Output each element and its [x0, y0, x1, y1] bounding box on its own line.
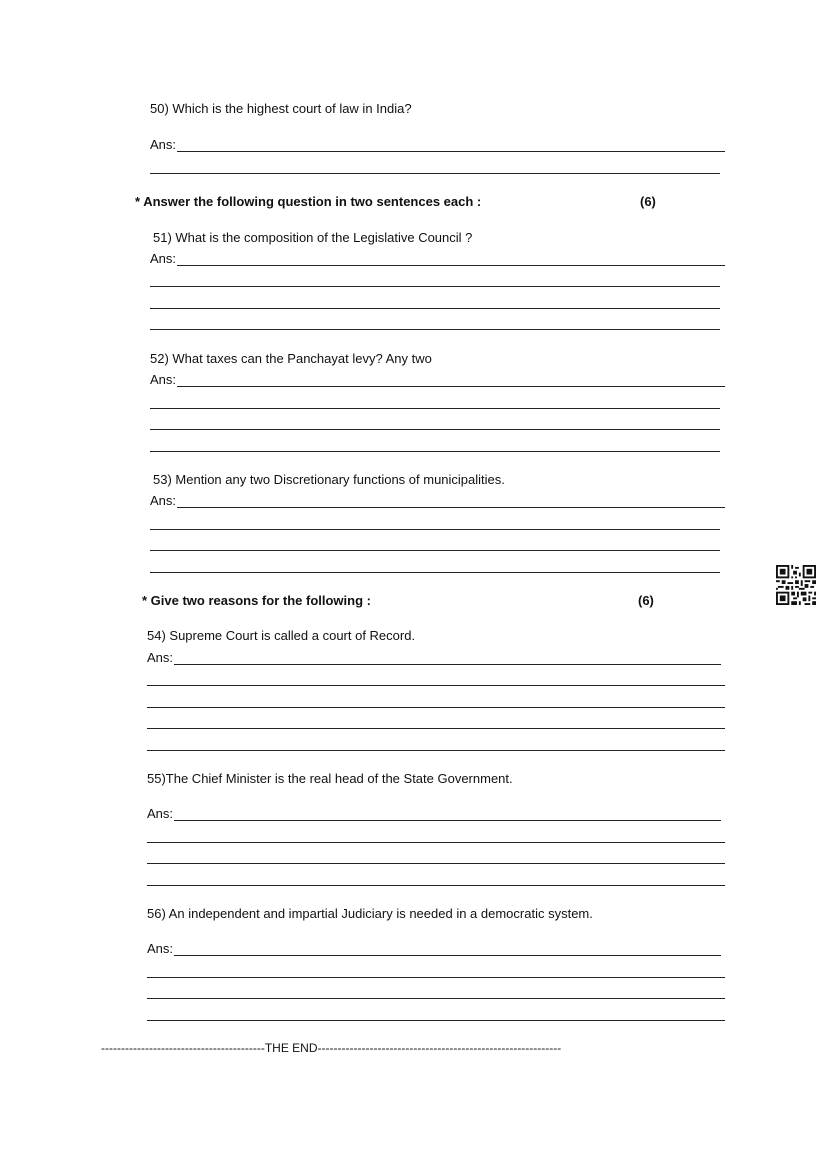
question-54: 54) Supreme Court is called a court of Record. [147, 628, 416, 643]
answer-label-52: Ans: [150, 372, 177, 387]
answer-line [147, 685, 725, 686]
answer-line [150, 529, 720, 530]
answer-line [177, 151, 725, 152]
answer-line [177, 507, 725, 508]
answer-line [150, 429, 720, 430]
answer-label-55: Ans: [147, 806, 174, 821]
answer-label-56: Ans: [147, 941, 174, 956]
section-heading-reasons: * Give two reasons for the following : [142, 593, 371, 608]
answer-line [150, 451, 720, 452]
answer-line [147, 977, 725, 978]
answer-line [150, 572, 720, 573]
answer-line [150, 550, 720, 551]
answer-label-50: Ans: [150, 137, 177, 152]
answer-line [150, 308, 720, 309]
question-56: 56) An independent and impartial Judiciary is needed in a democratic system. [147, 906, 593, 921]
answer-line [150, 286, 720, 287]
answer-line [177, 265, 725, 266]
answer-label-51: Ans: [150, 251, 177, 266]
answer-line [150, 408, 720, 409]
answer-line [147, 707, 725, 708]
answer-line [150, 173, 720, 174]
section-marks: (6) [638, 593, 654, 608]
answer-line [147, 998, 725, 999]
answer-line [147, 1020, 725, 1021]
answer-line [147, 885, 725, 886]
answer-line [147, 842, 725, 843]
question-52: 52) What taxes can the Panchayat levy? Any two [150, 351, 432, 366]
answer-line [177, 386, 725, 387]
answer-label-54: Ans: [147, 650, 174, 665]
section-marks: (6) [640, 194, 656, 209]
answer-line [150, 329, 720, 330]
answer-line [147, 728, 725, 729]
question-51: 51) What is the composition of the Legislative Council ? [153, 230, 473, 245]
the-end-marker: -----------------------------------------THE END------------------------------------------------------------- [101, 1041, 562, 1055]
qr-code-icon [776, 565, 816, 605]
answer-line [174, 955, 721, 956]
answer-line [174, 664, 721, 665]
answer-line [147, 863, 725, 864]
question-55: 55)The Chief Minister is the real head of the State Government. [147, 771, 513, 786]
section-heading-short-answer: * Answer the following question in two sentences each : [135, 194, 482, 209]
question-53: 53) Mention any two Discretionary functions of municipalities. [153, 472, 505, 487]
answer-line [147, 750, 725, 751]
answer-label-53: Ans: [150, 493, 177, 508]
answer-line [174, 820, 721, 821]
question-50: 50) Which is the highest court of law in India? [150, 101, 412, 116]
